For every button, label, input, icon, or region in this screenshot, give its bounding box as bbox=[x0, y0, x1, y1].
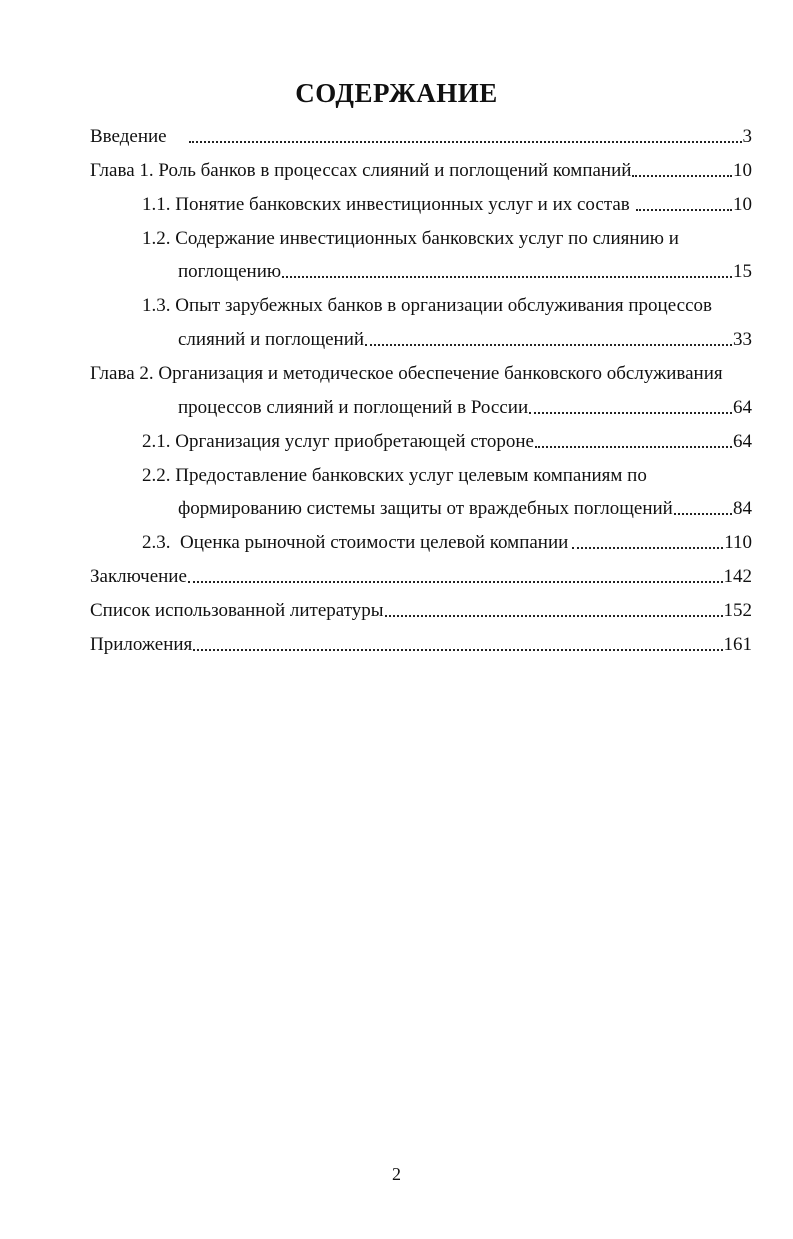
toc-entry-text: поглощению bbox=[178, 261, 282, 282]
toc-entry-conclusion bbox=[90, 564, 752, 590]
toc-entry-text: 1.3. Опыт зарубежных банков в организации обслуживания процессов bbox=[142, 295, 712, 316]
dot-leader bbox=[385, 614, 723, 617]
toc-entry-text: Заключение bbox=[90, 566, 187, 587]
toc-entry-text: 2.3. Оценка рыночной стоимости целевой компании bbox=[142, 532, 569, 553]
toc-entry-text: 1.1. Понятие банковских инвестиционных услуг и их состав bbox=[142, 194, 630, 215]
toc-entry-page: 10 bbox=[733, 160, 752, 181]
toc-entry-section-2-1 bbox=[142, 429, 752, 455]
toc-entry-text: Приложения bbox=[90, 634, 193, 655]
toc-entry-page: 3 bbox=[742, 126, 752, 147]
toc-entry-section-1-3 bbox=[142, 293, 712, 319]
toc-entry-page: 152 bbox=[723, 600, 752, 621]
toc-entry-text: 1.2. Содержание инвестиционных банковских услуг по слиянию и bbox=[142, 228, 679, 249]
toc-entry-text: Глава 2. Организация и методическое обеспечение банковского обслуживания bbox=[90, 363, 723, 384]
toc-entry-section-2-3 bbox=[142, 530, 752, 556]
dot-leader bbox=[188, 580, 723, 583]
toc-entry-text: процессов слияний и поглощений в России bbox=[178, 397, 529, 418]
toc-entry-page: 15 bbox=[733, 261, 752, 282]
toc-entry-text: Введение bbox=[90, 126, 167, 147]
toc-entry-page: 10 bbox=[733, 194, 752, 215]
toc-entry-chapter-1 bbox=[90, 158, 752, 184]
dot-leader bbox=[193, 648, 722, 651]
dot-leader bbox=[282, 275, 732, 278]
toc-entry-text: формированию системы защиты от враждебных поглощений bbox=[178, 498, 673, 519]
dot-leader bbox=[636, 208, 732, 211]
toc-entry-chapter-2 bbox=[90, 361, 723, 387]
dot-leader bbox=[572, 546, 723, 549]
toc-entry-section-1-3-cont bbox=[178, 327, 752, 353]
toc-entry-introduction bbox=[90, 124, 752, 150]
toc-entry-text: Глава 1. Роль банков в процессах слияний и поглощений компаний bbox=[90, 160, 632, 181]
dot-leader bbox=[365, 343, 732, 346]
toc-entry-page: 84 bbox=[733, 498, 752, 519]
toc-entry-page: 142 bbox=[723, 566, 752, 587]
toc-entry-chapter-2-cont bbox=[178, 395, 752, 421]
dot-leader bbox=[189, 140, 742, 143]
page-number: 2 bbox=[392, 1164, 401, 1184]
toc-entry-text: Список использованной литературы bbox=[90, 600, 384, 621]
toc-entry-page: 110 bbox=[724, 532, 752, 553]
toc-entry-text: слияний и поглощений bbox=[178, 329, 365, 350]
toc-entry-page: 64 bbox=[733, 431, 752, 452]
toc-entry-section-2-2 bbox=[142, 463, 647, 489]
toc-entry-page: 64 bbox=[733, 397, 752, 418]
toc-entry-text: 2.1. Организация услуг приобретающей стороне bbox=[142, 431, 534, 452]
dot-leader bbox=[529, 411, 732, 414]
toc-entry-appendices bbox=[90, 632, 752, 658]
dot-leader bbox=[674, 512, 732, 515]
toc-entry-section-1-2 bbox=[142, 226, 679, 252]
toc-entry-text: 2.2. Предоставление банковских услуг целевым компаниям по bbox=[142, 465, 647, 486]
dot-leader bbox=[632, 174, 732, 177]
dot-leader bbox=[535, 445, 732, 448]
page-title: СОДЕРЖАНИЕ bbox=[295, 78, 498, 108]
toc-entry-page: 33 bbox=[733, 329, 752, 350]
toc-entry-section-2-2-cont bbox=[178, 496, 752, 522]
toc-entry-section-1-1 bbox=[142, 192, 752, 218]
toc-entry-page: 161 bbox=[723, 634, 752, 655]
toc-entry-references bbox=[90, 598, 752, 624]
toc-entry-section-1-2-cont bbox=[178, 259, 752, 285]
